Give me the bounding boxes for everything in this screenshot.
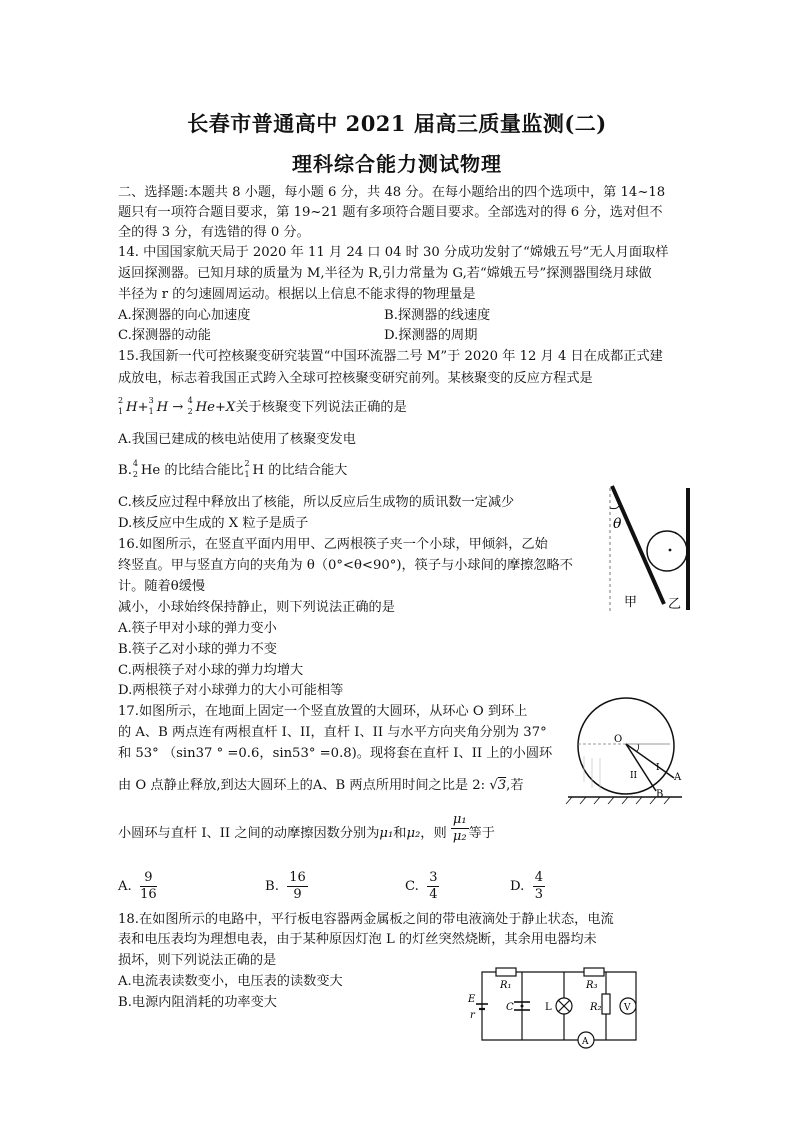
resistor-r2 <box>602 994 610 1014</box>
opt-a-num: 9 <box>140 870 157 887</box>
eq-arrow: → <box>172 400 184 415</box>
q15-option-c: C.核反应过程中释放出了核能，所以反应后生成物的质讯数一定减少 <box>118 495 515 510</box>
point-o-label: O <box>614 734 623 745</box>
q16-option-b: B.筷子乙对小球的弹力不变 <box>118 642 277 657</box>
q17-mu-text: 小圆环与直杆 I、II 之间的动摩擦因数分别为 <box>118 826 380 841</box>
sup-3: 3 <box>148 396 154 405</box>
opt-c-num: 3 <box>429 870 438 885</box>
opt-c-label: C. <box>405 879 419 894</box>
ground-hatch <box>636 797 642 804</box>
q18-stem-line: 损坏，则下列说法正确的是 <box>118 953 277 968</box>
eq-tail: 关于核聚变下列说法正确的是 <box>235 400 407 415</box>
q17-stem-line: 17.如图所示，在地面上固定一个竖直放置的大圆环，从环心 O 到环上 <box>118 704 528 719</box>
q16-stem-line: 16.如图所示，在竖直平面内用甲、乙两根筷子夹一个小球，甲倾斜，乙始 <box>118 537 548 552</box>
section-intro-line: 题只有一项符合题目要求，第 19~21 题有多项符合题目要求。全部选对的得 6 分，选对但不 <box>118 205 663 220</box>
ground-hatch <box>594 797 600 804</box>
opt-d-fraction <box>533 870 545 903</box>
eq-plus: + <box>137 400 149 415</box>
mu-ratio-den: μ₂ <box>452 829 467 844</box>
q14-stem-line: 返回探测器。已知月球的质量为 M,半径为 R,引力常量为 G,若“嫦娥五号”探测器围绕月球做 <box>118 266 652 281</box>
small-ball <box>647 531 687 571</box>
opt-c-den: 4 <box>429 887 438 902</box>
opt-a-fraction <box>140 870 157 903</box>
sub-1: 1 <box>118 407 124 416</box>
sqrt3-radicand: 3 <box>497 778 507 793</box>
theta-arc <box>610 506 619 509</box>
section-intro-line: 二、选择题:本题共 8 小题，每小题 6 分，共 48 分。在每小题给出的四个选项中，第 14~18 <box>118 185 666 200</box>
q16-option-d: D.两根筷子对小球弹力的大小可能相等 <box>118 683 344 698</box>
v-label: V <box>624 1003 631 1013</box>
sub-2: 2 <box>187 407 193 416</box>
sup-2: 2 <box>118 396 124 405</box>
mu-ratio-fraction <box>451 812 469 845</box>
eq-x: +X <box>214 400 236 415</box>
q14-option-b: B.探测器的线速度 <box>384 308 491 323</box>
ground-hatch <box>664 797 670 804</box>
a-label: A <box>582 1037 589 1047</box>
opt-c-fraction <box>427 870 439 903</box>
ground-hatch <box>580 797 586 804</box>
q17-then-text: ，则 <box>420 826 447 841</box>
resistor-r3 <box>584 968 604 976</box>
q16-stem-line: 减小，小球始终保持静止，则下列说法正确的是 <box>118 600 395 615</box>
sub-1b: 1 <box>148 407 154 416</box>
r-label: r <box>470 1010 475 1021</box>
q15-b-prefix: B. <box>118 463 132 478</box>
q15-b-end: H 的比结合能大 <box>252 463 348 478</box>
opt-b-fraction <box>287 870 308 903</box>
sub-1c: 1 <box>244 470 250 479</box>
eq-h1: H <box>126 400 138 415</box>
q14-option-d: D.探测器的周期 <box>384 328 478 343</box>
opt-b-num: 16 <box>289 870 306 885</box>
resistor-r1 <box>496 968 516 976</box>
opt-d-label: D. <box>510 879 525 894</box>
q18-option-b: B.电源内阻消耗的功率变大 <box>118 995 277 1010</box>
q15-stem-line: 15.我国新一代可控核聚变研究装置“中国环流器二号 M”于 2020 年 12 月 4 日在成都正式建 <box>118 349 663 364</box>
sup-4b: 4 <box>132 459 138 468</box>
chopsticks-figure <box>604 484 694 614</box>
q14-stem-line: 半径为 r 的匀速圆周运动。根据以上信息不能求得的物理量是 <box>118 287 476 302</box>
yi-label: 乙 <box>668 597 682 612</box>
circuit-figure <box>466 962 650 1054</box>
ground-hatch <box>608 797 614 804</box>
e-label: E <box>468 994 476 1005</box>
opt-a-label: A. <box>118 879 132 894</box>
ball-center-dot <box>669 549 672 552</box>
chopstick-jia <box>612 486 664 604</box>
ground-hatch <box>566 797 572 804</box>
r2-label: R₂ <box>590 1002 602 1013</box>
point-b-label: B <box>656 789 664 800</box>
charged-droplet <box>521 1005 524 1008</box>
sqrt3: √3 <box>489 778 507 793</box>
rod-ii-label: II <box>630 771 638 781</box>
q15-equation <box>118 398 407 417</box>
q17-option-d <box>510 870 545 903</box>
c-label: C <box>506 1002 514 1013</box>
q17-ratio-end: ,若 <box>506 778 524 793</box>
opt-d-num: 4 <box>534 870 543 885</box>
q14-option-c: C.探测器的动能 <box>118 328 211 343</box>
q17-equals-text: 等于 <box>468 826 495 841</box>
q16-stem-line: 终竖直。甲与竖直方向的夹角为 θ（0°<θ<90°)，筷子与小球间的摩擦忽略不 <box>118 558 573 573</box>
q14-stem-line: 14. 中国国家航天局于 2020 年 11 月 24 口 04 时 30 分成功发射了“嫦娥五号”无人月面取样 <box>118 245 669 260</box>
q15-option-a: A.我国已建成的核电站使用了核聚变发电 <box>118 432 356 447</box>
rod-i-label: I <box>656 763 660 773</box>
and-text: 和 <box>393 826 407 841</box>
mu-ratio-num: μ₁ <box>452 812 467 827</box>
sub-2b: 2 <box>132 470 138 479</box>
theta-label: θ <box>613 516 622 532</box>
r3-label: R₃ <box>586 980 598 991</box>
q15-stem-line: 成放电，标志着我国正式跨入全球可控核聚变研究前列。某核聚变的反应方程式是 <box>118 371 593 386</box>
r1-label: R₁ <box>500 980 512 991</box>
q14-option-a: A.探测器的向心加速度 <box>118 308 251 323</box>
mu1-symbol: μ₁ <box>379 826 394 841</box>
q18-option-a: A.电流表读数变小，电压表的读数变大 <box>118 974 343 989</box>
q15-b-mid: He 的比结合能比 <box>140 463 244 478</box>
opt-d-den: 3 <box>534 887 543 902</box>
big-ring <box>578 698 674 794</box>
point-a-label: A <box>674 772 682 783</box>
q17-stem-line <box>118 812 495 857</box>
mu2-symbol: μ₂ <box>406 826 421 841</box>
q15-option-d: D.核反应中生成的 X 粒子是质子 <box>118 516 309 531</box>
q16-stem-line: 计。随着θ缓慢 <box>118 579 206 594</box>
q17-option-c <box>405 870 439 903</box>
opt-b-den: 9 <box>293 887 302 902</box>
jia-label: 甲 <box>624 595 638 610</box>
q16-option-a: A.筷子甲对小球的弹力变小 <box>118 621 277 636</box>
q17-stem-line: 的 A、B 两点连有两根直杆 I、II，直杆 I、II 与水平方向夹角分别为 37° <box>118 725 547 740</box>
q17-ratio-text: 由 O 点静止释放,到达大圆环上的A、B 两点所用时间之比是 2: <box>118 778 486 793</box>
section-intro-line: 全的得 3 分，有选错的得 0 分。 <box>118 225 310 240</box>
page-title: 长春市普通高中 2021 届高三质量监测(二) <box>187 111 607 136</box>
eq-he: He <box>195 400 215 415</box>
q16-option-c: C.两根筷子对小球的弹力均增大 <box>118 663 304 678</box>
q17-stem-line <box>118 776 524 795</box>
opt-b-label: B. <box>265 879 279 894</box>
q17-option-b <box>265 870 308 903</box>
ground-hatch <box>622 797 628 804</box>
q18-stem-line: 表和电压表均为理想电表，由于某种原因灯泡 L 的灯丝突然烧断，其余用电器均未 <box>118 932 597 947</box>
rod-II <box>626 744 656 791</box>
q18-stem-line: 18.在如图所示的电路中，平行板电容器两金属板之间的带电液滴处于静止状态，电流 <box>118 912 614 927</box>
q17-stem-line: 和 53° （sin37 ° =0.6，sin53° =0.8)。现将套在直杆 I、II 上的小圆环 <box>118 746 553 761</box>
page-subtitle: 理科综合能力测试物理 <box>292 152 502 176</box>
opt-a-den: 16 <box>140 887 157 902</box>
l-label: L <box>545 1002 552 1013</box>
q17-option-a <box>118 870 157 903</box>
q15-option-b <box>118 461 347 480</box>
sup-4: 4 <box>187 396 193 405</box>
ring-figure <box>564 696 688 808</box>
sup-2b: 2 <box>244 459 250 468</box>
eq-h2: H <box>156 400 169 415</box>
